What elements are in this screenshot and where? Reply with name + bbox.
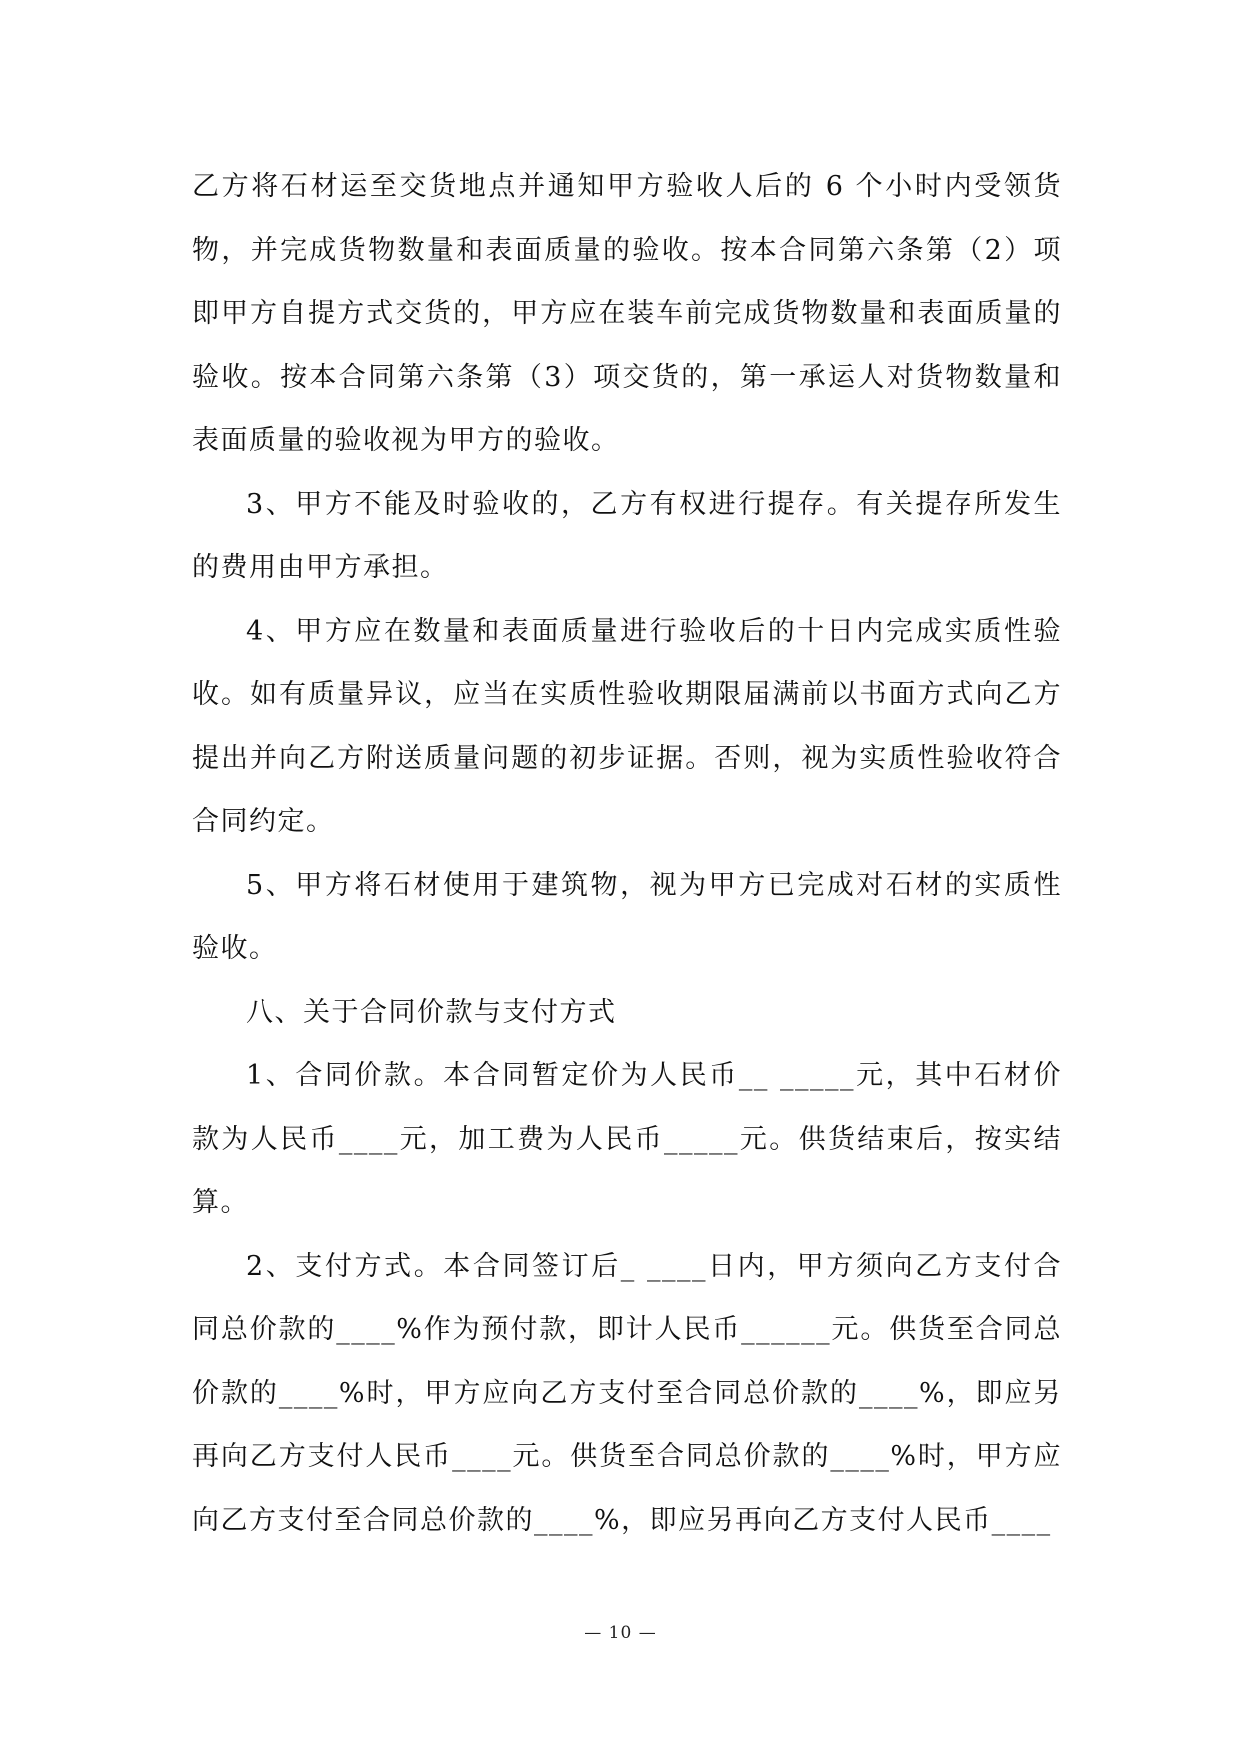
paragraph-contract-price: 1、合同价款。本合同暂定价为人民币__ _____元，其中石材价款为人民币____元，加工费为人民币_____元。供货结束后，按实结算。 [192,1060,1062,1218]
paragraph-payment-method: 2、支付方式。本合同签订后_ ____日内，甲方须向乙方支付合同总价款的____%作为预付款，即计人民币______元。供货至合同总价款的____%时，甲方应向乙方支付至合同总价款的____%，即应另再向乙方支付人民币____元。供货至合同总价款的____%时，甲方应向乙方支付至合同总价款的____%，即应另再向乙方支付人民币____ [192,1250,1062,1536]
document-body [192,155,1062,1552]
paragraph-clause-4: 4、甲方应在数量和表面质量进行验收后的十日内完成实质性验收。如有质量异议，应当在实质性验收期限届满前以书面方式向乙方提出并向乙方附送质量问题的初步证据。否则，视为实质性验收符合合同约定。 [192,615,1062,837]
page-number: — 10 — [584,1623,657,1643]
paragraph-acceptance-continued: 乙方将石材运至交货地点并通知甲方验收人后的 6 个小时内受领货物，并完成货物数量和表面质量的验收。按本合同第六条第（2）项即甲方自提方式交货的，甲方应在装车前完成货物数量和表面质量的验收。按本合同第六条第（3）项交货的，第一承运人对货物数量和表面质量的验收视为甲方的验收。 [192,171,1062,456]
paragraph-clause-5: 5、甲方将石材使用于建筑物，视为甲方已完成对石材的实质性验收。 [192,869,1062,964]
paragraph-clause-3: 3、甲方不能及时验收的，乙方有权进行提存。有关提存所发生的费用由甲方承担。 [192,488,1062,583]
section-heading-8: 八、关于合同价款与支付方式 [246,996,617,1028]
